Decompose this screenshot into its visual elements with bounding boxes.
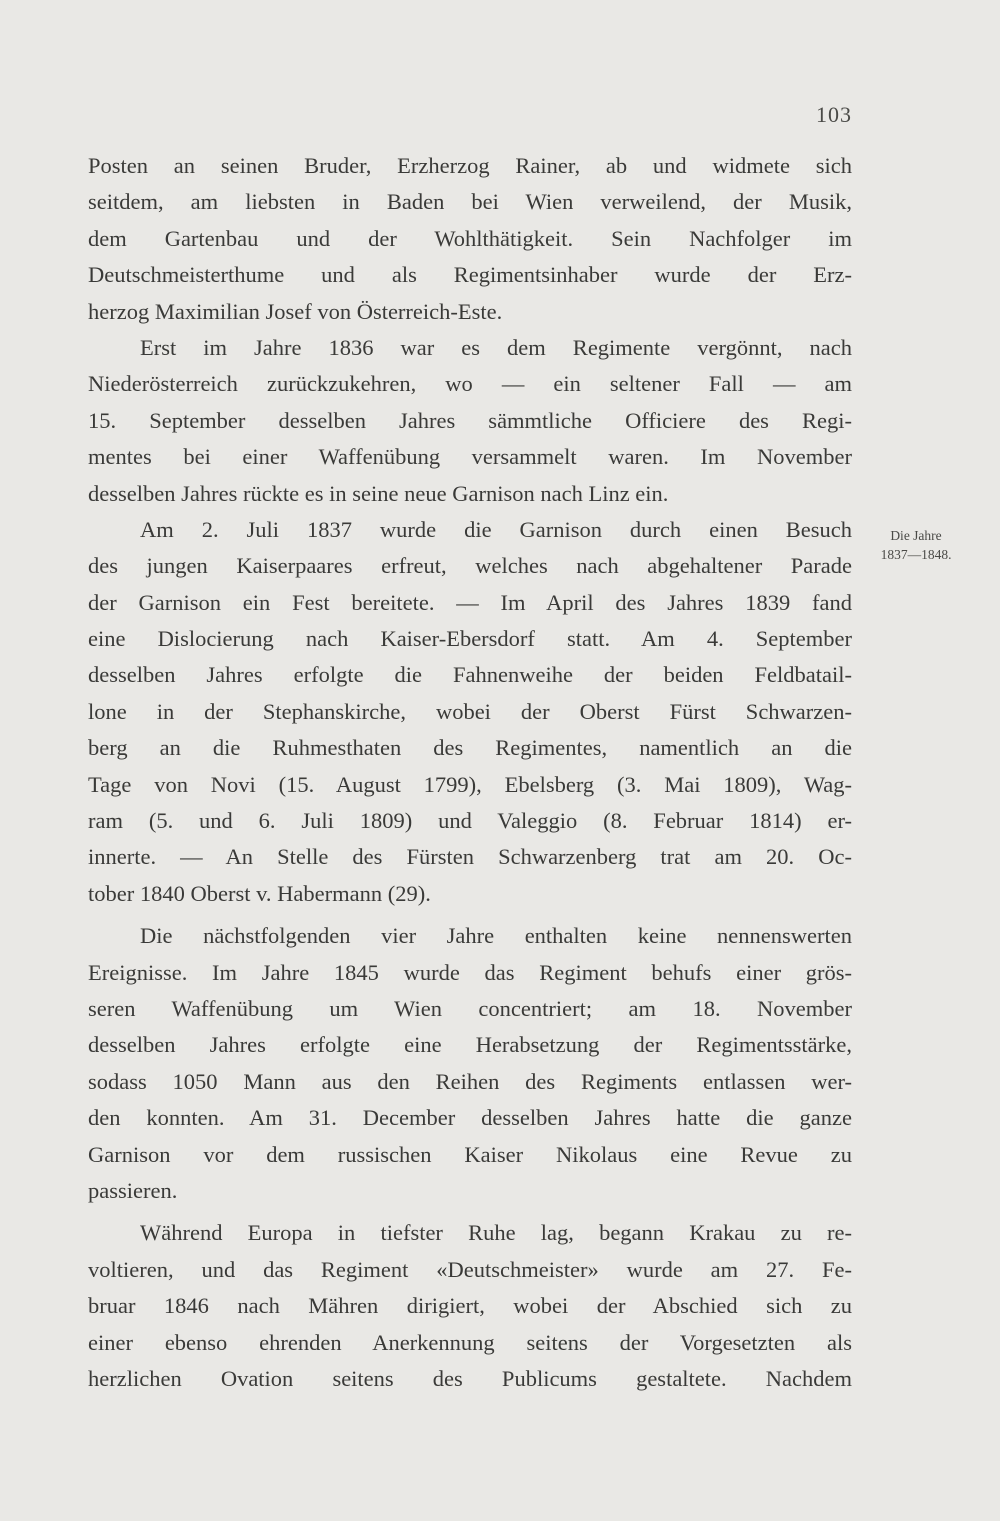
text-line: dem Gartenbau und der Wohlthätigkeit. Sein Nachfolger im [88, 225, 852, 251]
page-number: 103 [816, 102, 852, 127]
text-line: Tage von Novi (15. August 1799), Ebelsberg (3. Mai 1809), Wag- [88, 771, 852, 797]
text-line: Ereignisse. Im Jahre 1845 wurde das Regiment behufs einer grös- [88, 959, 852, 985]
text-line: den konnten. Am 31. December desselben Jahres hatte die ganze [88, 1105, 852, 1131]
text-line: Deutschmeisterthume und als Regimentsinhaber wurde der Erz- [88, 262, 852, 288]
text-line: lone in der Stephanskirche, wobei der Oberst Fürst Schwarzen- [88, 698, 852, 724]
text-line: herzog Maximilian Josef von Österreich-Este. [88, 298, 503, 324]
text-line: mentes bei einer Waffenübung versammelt waren. Im November [88, 444, 852, 470]
text-line: des jungen Kaiserpaares erfreut, welches nach abgehaltener Parade [88, 553, 852, 579]
text-line: seren Waffenübung um Wien concentriert; am 18. November [88, 995, 852, 1021]
text-line: Erst im Jahre 1836 war es dem Regimente vergönnt, nach [140, 334, 852, 360]
margin-note-title: Die Jahre [890, 528, 942, 543]
text-line: innerte. — An Stelle des Fürsten Schwarzenberg trat am 20. Oc- [88, 844, 852, 870]
text-line: eine Dislocierung nach Kaiser-Ebersdorf statt. Am 4. September [88, 626, 852, 652]
text-line: Am 2. Juli 1837 wurde die Garnison durch einen Besuch [140, 516, 852, 542]
text-line: Die nächstfolgenden vier Jahre enthalten keine nennenswerten [140, 923, 852, 949]
text-line: Niederösterreich zurückzukehren, wo — ein seltener Fall — am [88, 371, 852, 397]
margin-note-years: 1837—1848. [880, 547, 952, 562]
text-line: Posten an seinen Bruder, Erzherzog Rainer, ab und widmete sich [88, 153, 852, 178]
text-line: seitdem, am liebsten in Baden bei Wien verweilend, der Musik, [88, 189, 852, 215]
text-line: 15. September desselben Jahres sämmtliche Officiere des Regi- [88, 407, 852, 433]
text-line: Garnison vor dem russischen Kaiser Nikolaus eine Revue zu [88, 1141, 852, 1167]
margin-note [866, 526, 966, 564]
text-line: bruar 1846 nach Mähren dirigiert, wobei der Abschied sich zu [88, 1293, 852, 1319]
text-line: Während Europa in tiefster Ruhe lag, begann Krakau zu re- [140, 1220, 852, 1246]
text-line: der Garnison ein Fest bereitete. — Im April des Jahres 1839 fand [88, 589, 852, 615]
text-line: tober 1840 Oberst v. Habermann (29). [88, 880, 431, 906]
text-line: voltieren, und das Regiment «Deutschmeister» wurde am 27. Fe- [88, 1256, 852, 1282]
text-line: desselben Jahres rückte es in seine neue Garnison nach Linz ein. [88, 480, 669, 506]
text-line: sodass 1050 Mann aus den Reihen des Regiments entlassen wer- [88, 1068, 852, 1094]
text-line: berg an die Ruhmesthaten des Regimentes, namentlich an die [88, 735, 852, 761]
text-line: herzlichen Ovation seitens des Publicums gestaltete. Nachdem [88, 1365, 852, 1391]
text-line: ram (5. und 6. Juli 1809) und Valeggio (8. Februar 1814) er- [88, 808, 852, 834]
text-line: einer ebenso ehrenden Anerkennung seitens der Vorgesetzten als [88, 1329, 852, 1355]
text-line: desselben Jahres erfolgte eine Herabsetzung der Regimentsstärke, [88, 1032, 852, 1058]
text-line: passieren. [88, 1177, 178, 1203]
body-text [88, 148, 852, 1397]
text-line: desselben Jahres erfolgte die Fahnenweihe der beiden Feldbatail- [88, 662, 852, 688]
